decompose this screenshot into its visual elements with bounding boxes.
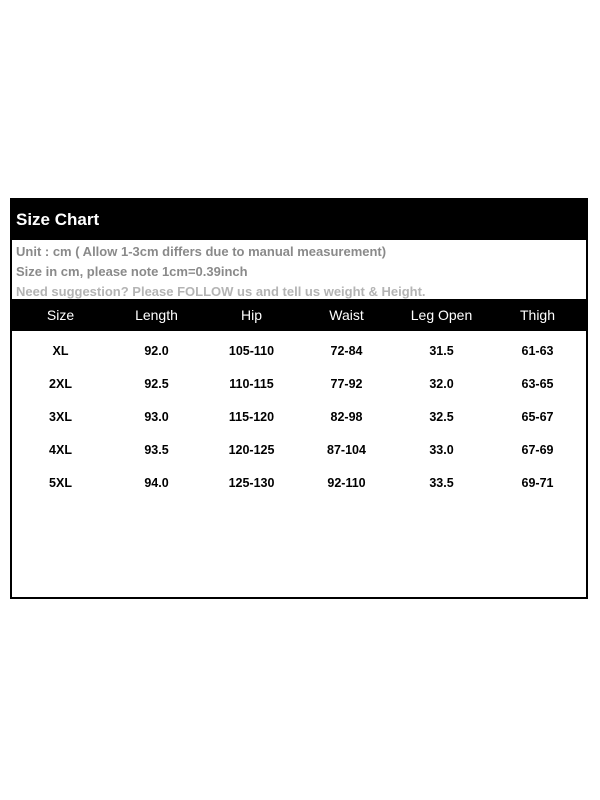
header-waist: Waist — [329, 307, 364, 323]
table-row — [12, 466, 586, 499]
header-size: Size — [46, 307, 75, 323]
cell-thigh: 61-63 — [521, 343, 554, 358]
table-row — [12, 400, 586, 433]
cell-leg-open: 32.5 — [429, 409, 454, 424]
cell-leg-open: 33.0 — [429, 442, 454, 457]
cell-hip: 110-115 — [229, 376, 274, 391]
cell-waist: 82-98 — [330, 409, 363, 424]
cell-thigh: 69-71 — [521, 475, 554, 490]
cell-leg-open: 31.5 — [429, 343, 454, 358]
cell-hip: 125-130 — [228, 475, 275, 490]
cell-size: 4XL — [49, 442, 72, 457]
cell-leg-open: 33.5 — [429, 475, 454, 490]
header-length: Length — [135, 307, 178, 323]
cell-hip: 120-125 — [228, 442, 275, 457]
cell-waist: 87-104 — [327, 442, 366, 457]
header-thigh: Thigh — [519, 307, 556, 323]
cell-size: 5XL — [49, 475, 72, 490]
cell-size: 2XL — [49, 376, 72, 391]
header-leg-open: Leg Open — [410, 307, 473, 323]
note-conversion: Size in cm, please note 1cm=0.39inch — [16, 264, 248, 279]
size-chart — [10, 198, 588, 599]
cell-length: 92.5 — [144, 376, 169, 391]
table-body — [12, 331, 586, 499]
cell-thigh: 65-67 — [521, 409, 554, 424]
table-row — [12, 367, 586, 400]
table-header — [12, 299, 586, 331]
cell-waist: 72-84 — [330, 343, 363, 358]
cell-waist: 92-110 — [327, 475, 366, 490]
cell-leg-open: 32.0 — [429, 376, 454, 391]
cell-length: 94.0 — [144, 475, 169, 490]
header-hip: Hip — [240, 307, 262, 323]
cell-size: 3XL — [49, 409, 72, 424]
notes-section — [12, 240, 586, 299]
table-row — [12, 433, 586, 466]
cell-thigh: 63-65 — [521, 376, 554, 391]
cell-size: XL — [52, 343, 69, 358]
note-suggestion: Need suggestion? Please FOLLOW us and tell us weight & Height. — [16, 284, 426, 299]
cell-hip: 115-120 — [228, 409, 275, 424]
cell-waist: 77-92 — [330, 376, 363, 391]
cell-hip: 105-110 — [228, 343, 275, 358]
cell-thigh: 67-69 — [521, 442, 554, 457]
note-unit: Unit : cm ( Allow 1-3cm differs due to manual measurement) — [16, 244, 387, 259]
cell-length: 93.5 — [144, 442, 169, 457]
chart-title: Size Chart — [12, 200, 586, 240]
cell-length: 93.0 — [144, 409, 169, 424]
table-row — [12, 334, 586, 367]
cell-length: 92.0 — [144, 343, 169, 358]
